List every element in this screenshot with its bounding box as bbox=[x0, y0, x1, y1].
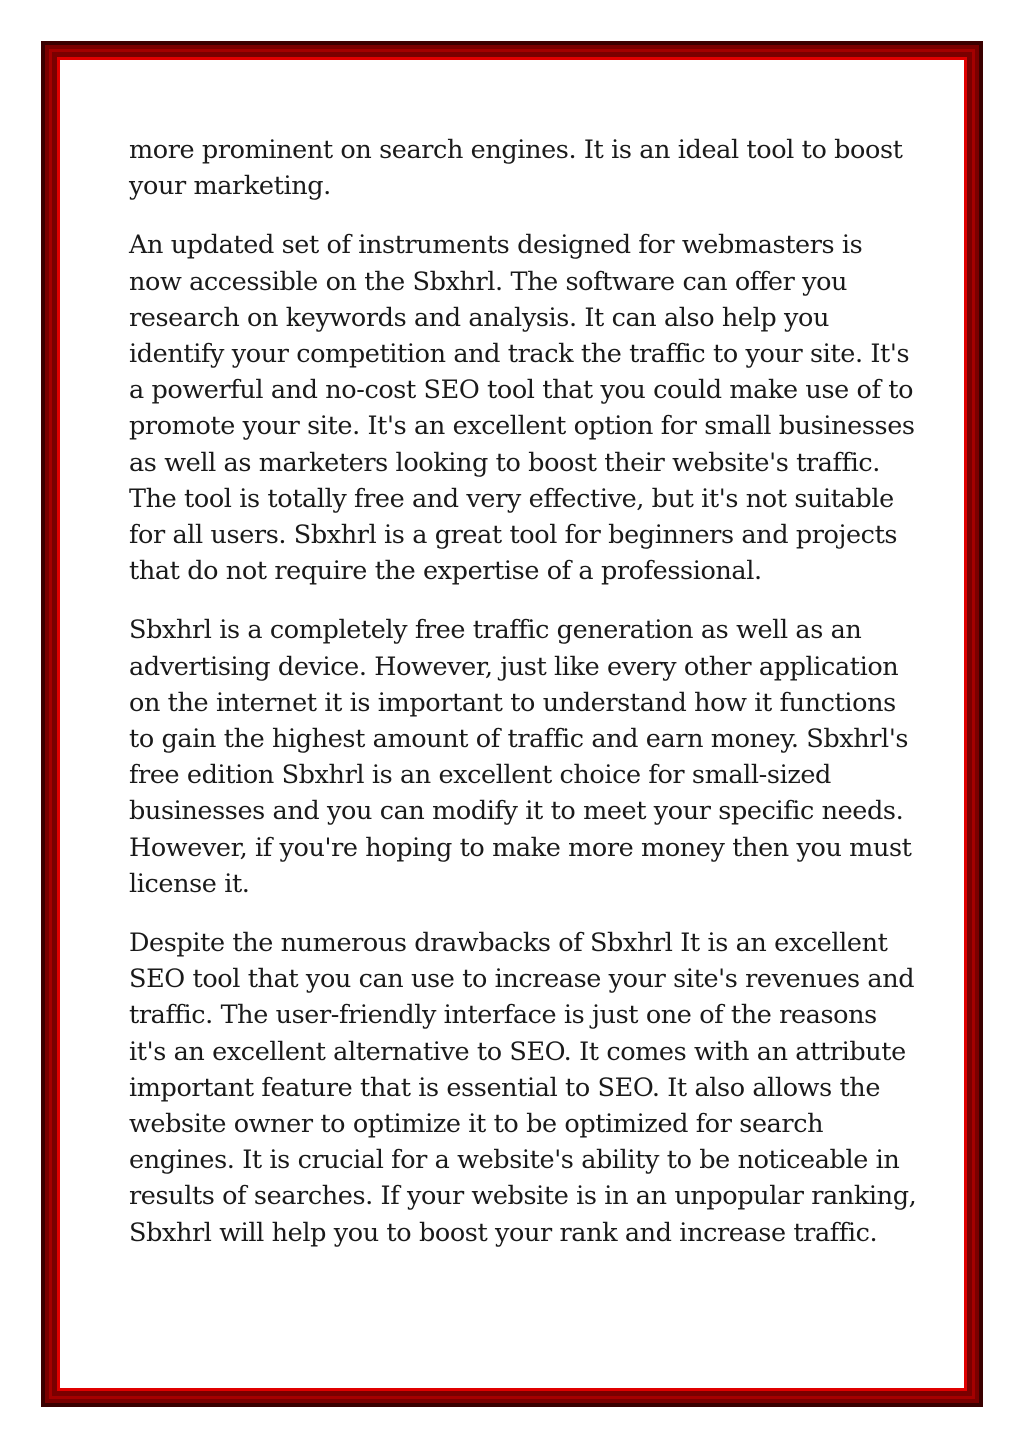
document-body bbox=[129, 132, 919, 1274]
paragraph: more prominent on search engines. It is an ideal tool to boost your marketing. bbox=[129, 135, 903, 202]
paragraph: An updated set of instruments designed for webmasters is now accessible on the Sbxhrl. The software can offer you research on keywords and analysis. It can also help you identify your competition and track the traffic to your site. It's a powerful and no-cost SEO tool that you could make use of to promote your site. It's an excellent option for small businesses as well as marketers looking to boost their website's traffic. The tool is totally free and very effective, but it's not suitable for all users. Sbxhrl is a great tool for beginners and projects that do not require the expertise of a professional. bbox=[129, 230, 915, 587]
page-border-middle bbox=[49, 49, 975, 1399]
paragraph: Despite the numerous drawbacks of Sbxhrl It is an excellent SEO tool that you can use to increase your site's revenues and traffic. The user-friendly interface is just one of the reasons it's an excellent alternative to SEO. It comes with an attribute important feature that is essential to SEO. It also allows the website owner to optimize it to be optimized for search engines. It is crucial for a website's ability to be noticeable in results of searches. If your website is in an unpopular ranking, Sbxhrl will help you to boost your rank and increase traffic. bbox=[129, 928, 917, 1248]
page-border-inner bbox=[57, 57, 967, 1391]
paragraph: Sbxhrl is a completely free traffic generation as well as an advertising device. However, just like every other application on the internet it is important to understand how it functions to gain the highest amount of traffic and earn money. Sbxhrl's free edition Sbxhrl is an excellent choice for small-sized businesses and you can modify it to meet your specific needs. However, if you're hoping to make more money then you must license it. bbox=[129, 615, 912, 899]
page-border-outer bbox=[41, 41, 983, 1407]
